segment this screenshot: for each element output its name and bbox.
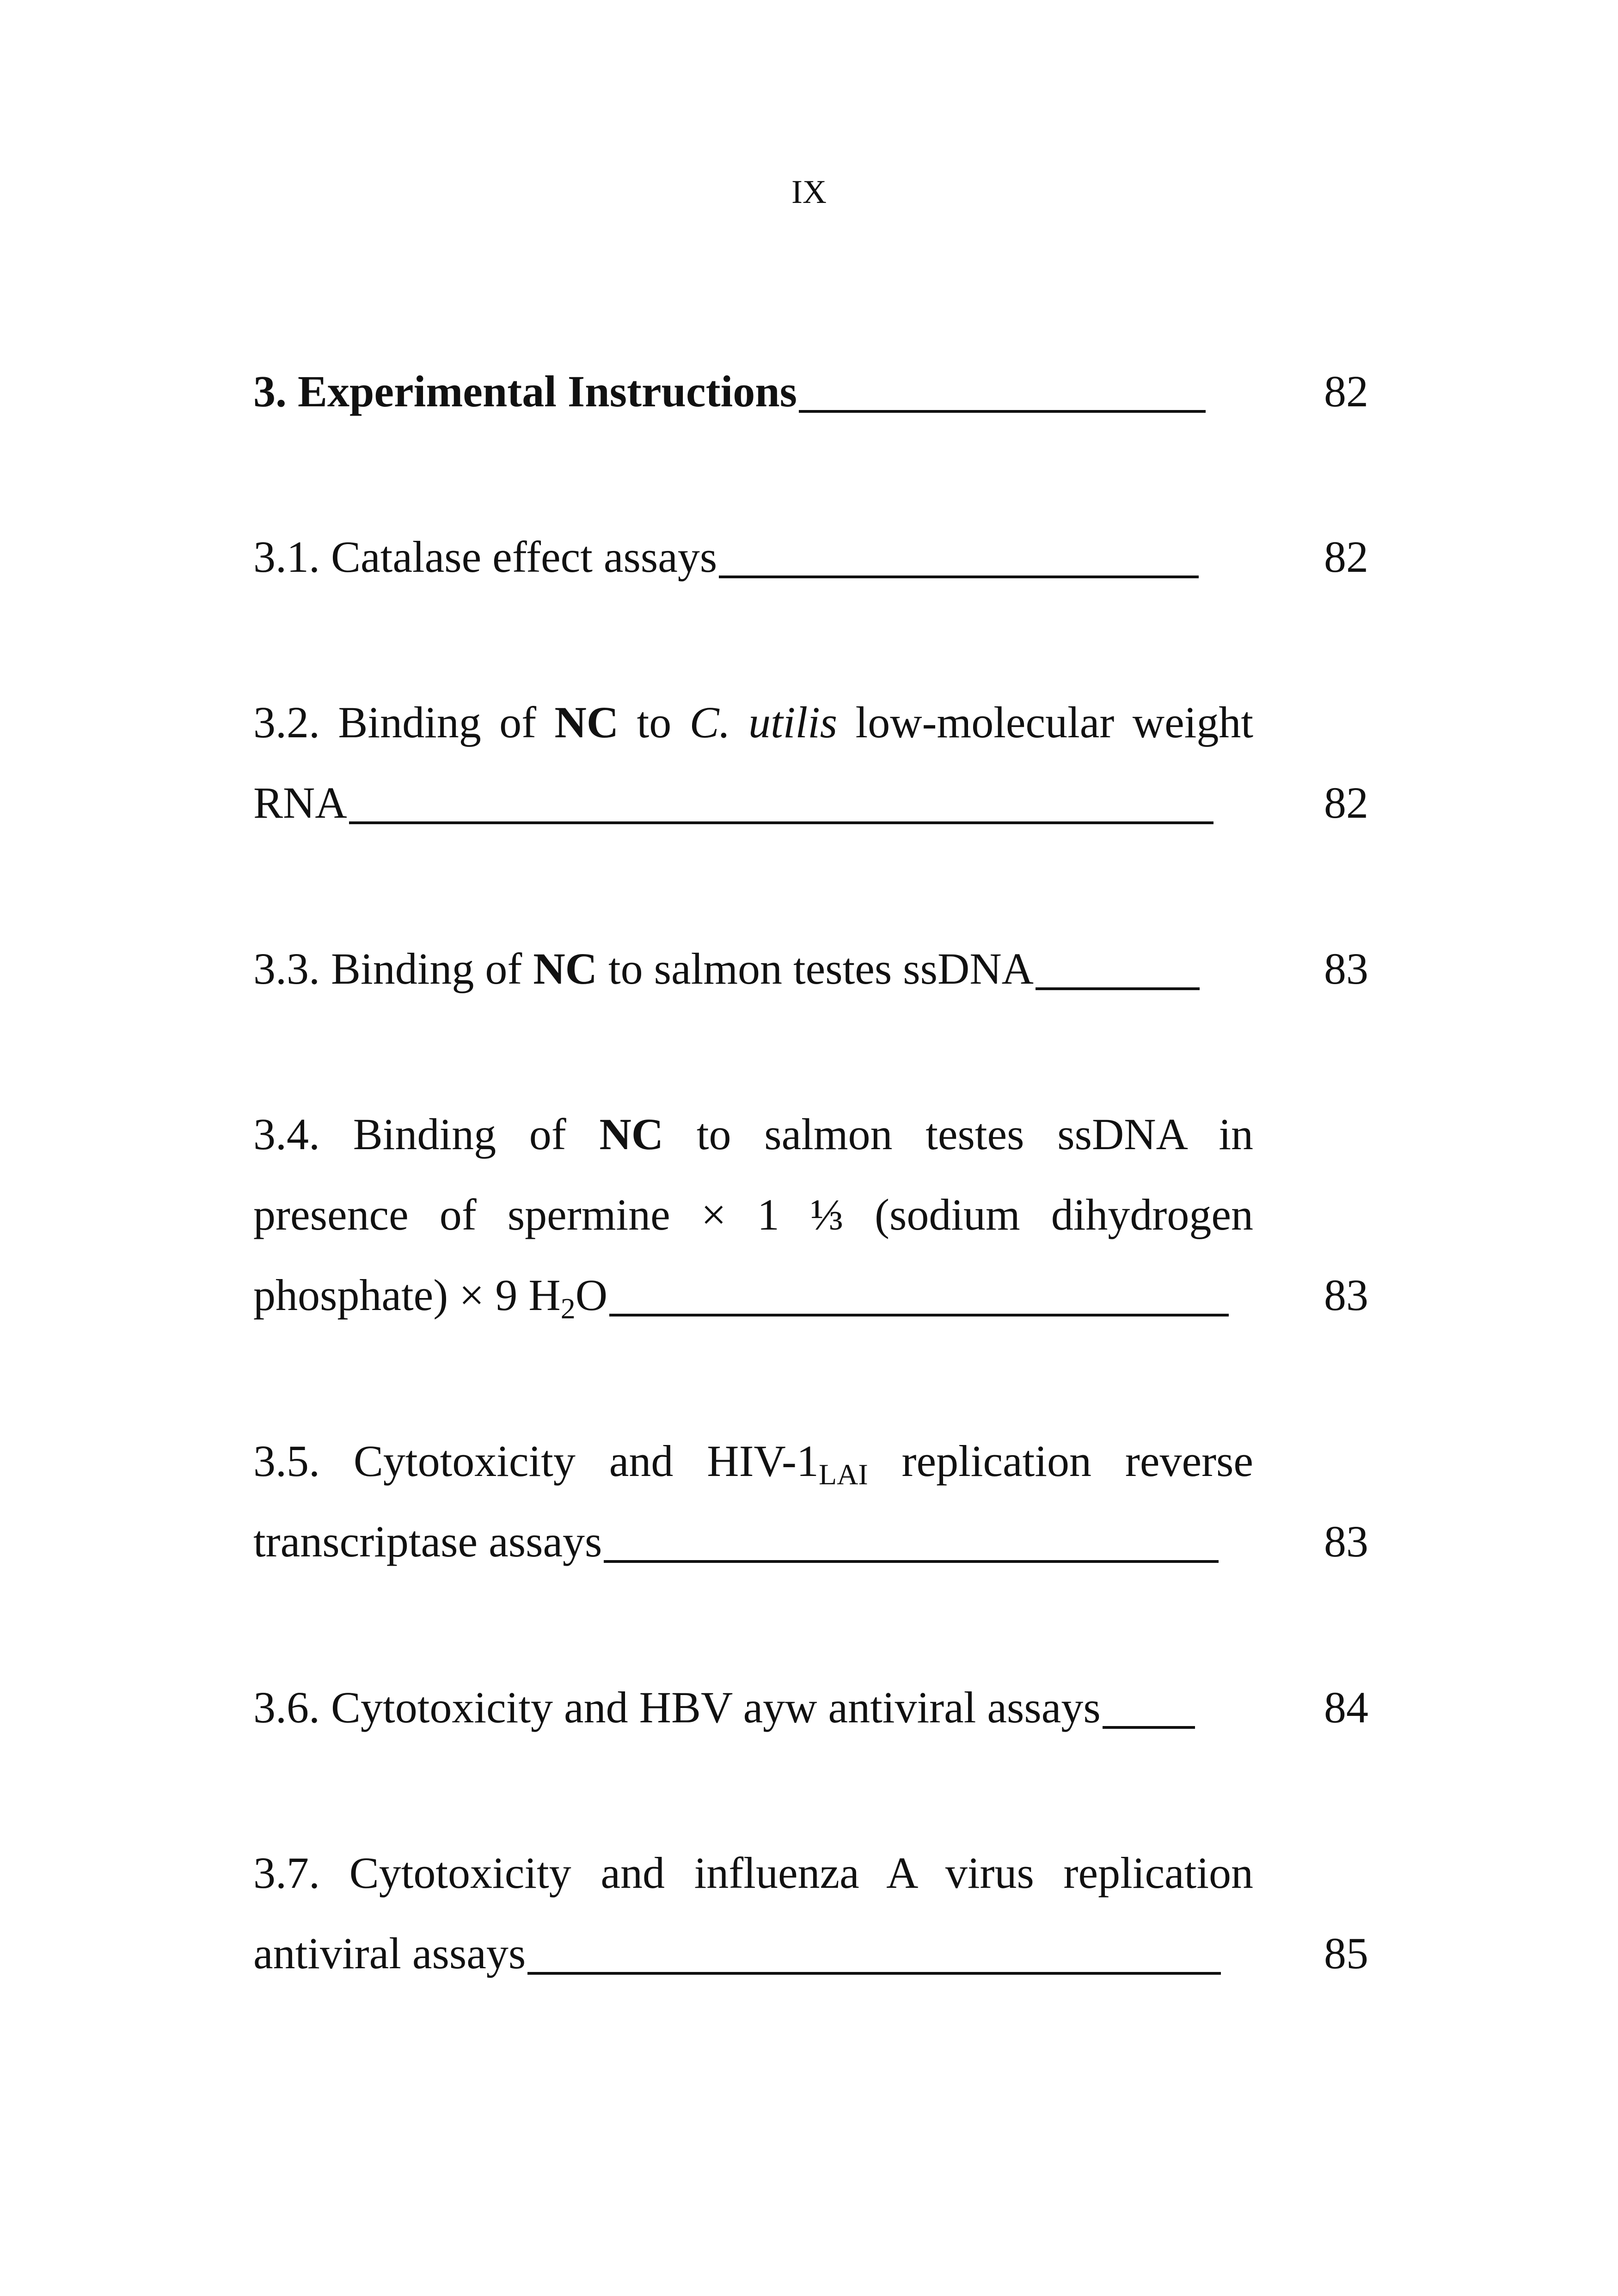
toc-entry-3[interactable] [253,351,1368,432]
leader-line [527,1972,1221,1975]
toc-page-number: 82 [1324,778,1368,827]
toc-entry-title: 3. Experimental Instructions [253,367,797,416]
leader-line [604,1560,1219,1563]
toc-entry-3-2[interactable] [253,682,1368,843]
toc-entry-3-5[interactable] [253,1421,1368,1582]
toc-entry-3-3[interactable] [253,929,1368,1009]
leader-line [609,1314,1229,1316]
toc-entry-title-line: 3.2. Binding of NC to C. utilis low-molecular weight [253,698,1254,747]
toc-entry-title-line: 3.5. Cytotoxicity and HIV-$1_{LAI}$ replication reverse [253,1436,1253,1491]
toc-entry-title: 3.6. Cytotoxicity and HBV ayw antiviral assays [253,1683,1101,1732]
toc-page-number: 83 [1324,1270,1368,1320]
page-number: IX [791,173,827,210]
toc-entry-title-line: presence of spermine × 1 ⅓ (sodium dihydrogen [253,1190,1253,1239]
leader-line [349,821,1214,824]
toc-page-number: 83 [1324,944,1368,993]
toc-entry-title: RNA [253,778,347,827]
toc-page-number: 85 [1324,1929,1368,1978]
toc-entry-title-line: 3.4. Binding of NC to salmon testes ssDNA in [253,1109,1254,1159]
toc-entry-title: antiviral assays [253,1929,526,1978]
toc-entry-3-6[interactable] [253,1667,1368,1748]
leader-line [1036,987,1200,990]
toc-entry-title: 3.3. Binding of NC to salmon testes ssDNA [253,944,1034,993]
toc-page-number: 83 [1324,1517,1368,1566]
toc-entry-title: phosphate) × 9 $H_2O$ [253,1270,608,1325]
toc-entry-3-7[interactable] [253,1833,1368,1994]
leader-line [1103,1726,1195,1729]
leader-line [799,410,1206,413]
toc-entry-3-1[interactable] [253,517,1368,597]
toc-entry-title: 3.1. Catalase effect assays [253,532,717,582]
toc-entry-3-4[interactable] [253,1094,1368,1335]
toc-page-number: 82 [1324,532,1368,582]
toc-entry-title-line: 3.7. Cytotoxicity and influenza A virus replication [253,1848,1253,1898]
toc-page-number: 84 [1324,1683,1368,1732]
toc-entry-title: transcriptase assays [253,1517,602,1566]
toc-page-number: 82 [1324,367,1368,416]
leader-line [719,576,1199,578]
